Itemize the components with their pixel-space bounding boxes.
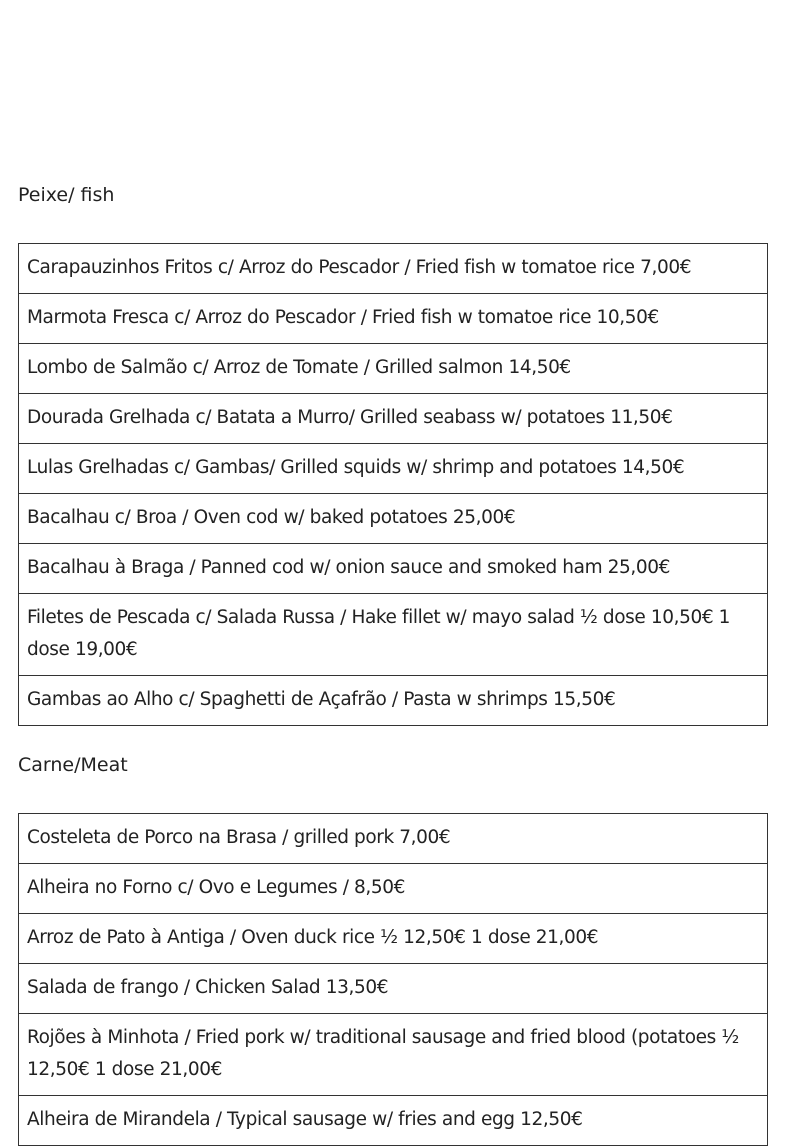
menu-item: Bacalhau à Braga / Panned cod w/ onion sauce and smoked ham 25,00€ <box>19 544 768 594</box>
table-row <box>19 1096 768 1146</box>
menu-item: Alheira de Mirandela / Typical sausage w/ fries and egg 12,50€ <box>19 1096 768 1146</box>
meat-menu-table <box>18 813 768 1146</box>
table-row <box>19 814 768 864</box>
table-row <box>19 1014 768 1096</box>
menu-item: Carapauzinhos Fritos c/ Arroz do Pescador / Fried fish w tomatoe rice 7,00€ <box>19 244 768 294</box>
menu-item: Rojões à Minhota / Fried pork w/ traditional sausage and fried blood (potatoes ½ 12,50€ 1 dose 21,00€ <box>19 1014 768 1096</box>
menu-item: Arroz de Pato à Antiga / Oven duck rice ½ 12,50€ 1 dose 21,00€ <box>19 914 768 964</box>
table-row <box>19 676 768 726</box>
menu-item: Marmota Fresca c/ Arroz do Pescador / Fried fish w tomatoe rice 10,50€ <box>19 294 768 344</box>
table-row <box>19 914 768 964</box>
table-row <box>19 444 768 494</box>
table-row <box>19 964 768 1014</box>
fish-menu-table <box>18 243 768 726</box>
table-row <box>19 864 768 914</box>
menu-item: Bacalhau c/ Broa / Oven cod w/ baked potatoes 25,00€ <box>19 494 768 544</box>
table-row <box>19 344 768 394</box>
table-row <box>19 594 768 676</box>
menu-item: Gambas ao Alho c/ Spaghetti de Açafrão / Pasta w shrimps 15,50€ <box>19 676 768 726</box>
table-row <box>19 544 768 594</box>
menu-item: Salada de frango / Chicken Salad 13,50€ <box>19 964 768 1014</box>
section-title-fish: Peixe/ fish <box>18 184 115 206</box>
menu-item: Filetes de Pescada c/ Salada Russa / Hake fillet w/ mayo salad ½ dose 10,50€ 1 dose 19,00€ <box>19 594 768 676</box>
table-row <box>19 394 768 444</box>
table-row <box>19 494 768 544</box>
menu-item: Alheira no Forno c/ Ovo e Legumes / 8,50€ <box>19 864 768 914</box>
table-row <box>19 244 768 294</box>
menu-item: Lombo de Salmão c/ Arroz de Tomate / Grilled salmon 14,50€ <box>19 344 768 394</box>
menu-item: Costeleta de Porco na Brasa / grilled pork 7,00€ <box>19 814 768 864</box>
menu-item: Lulas Grelhadas c/ Gambas/ Grilled squids w/ shrimp and potatoes 14,50€ <box>19 444 768 494</box>
section-title-meat: Carne/Meat <box>18 754 128 776</box>
menu-item: Dourada Grelhada c/ Batata a Murro/ Grilled seabass w/ potatoes 11,50€ <box>19 394 768 444</box>
table-row <box>19 294 768 344</box>
